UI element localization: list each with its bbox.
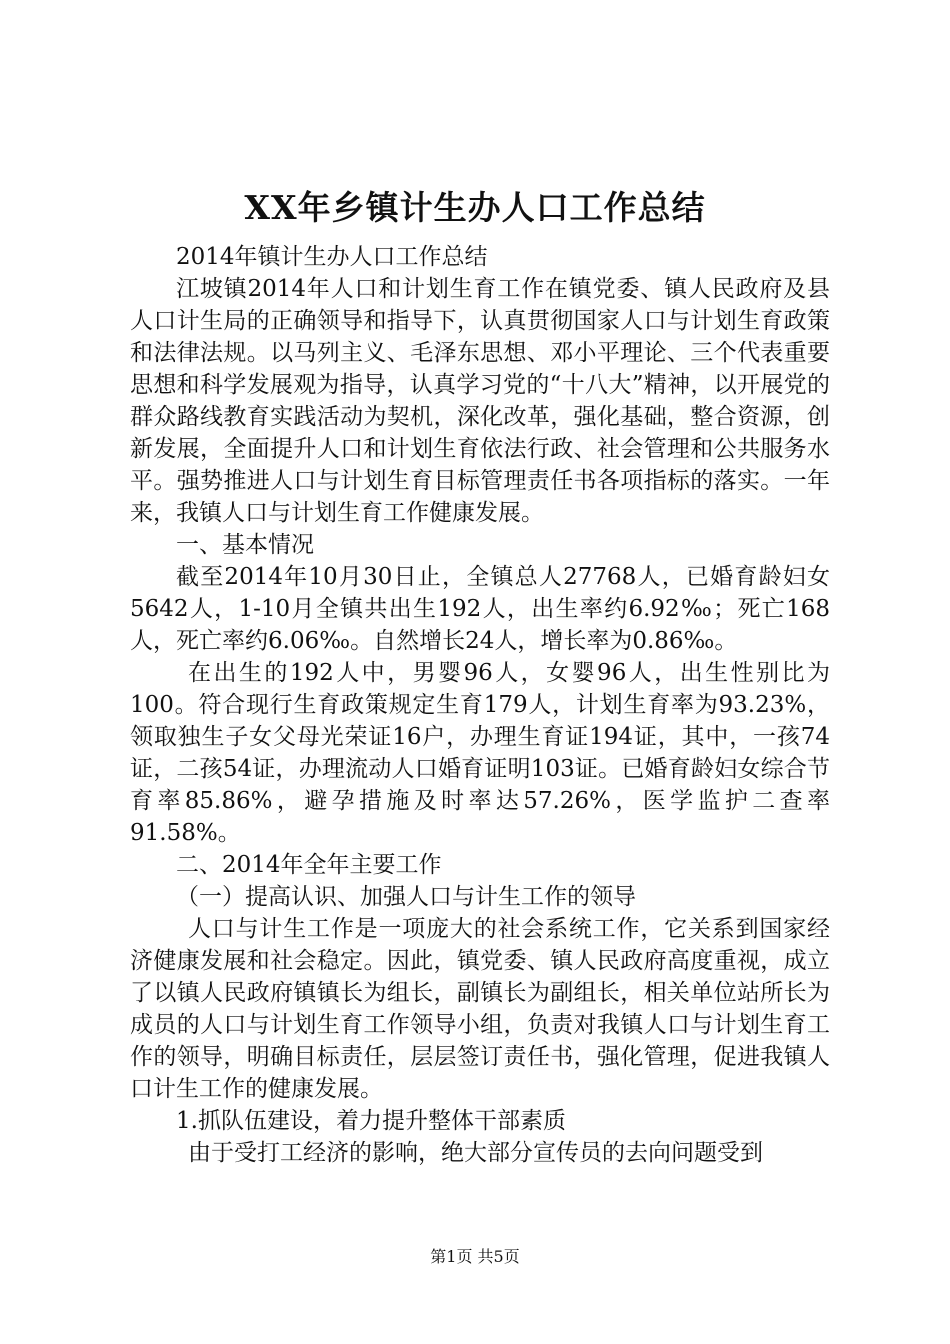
paragraph-team-building: 由于受打工经济的影响，绝大部分宣传员的去向问题受到 xyxy=(188,1140,763,1166)
document-title: XX年乡镇计生办人口工作总结 xyxy=(244,188,706,227)
paragraph-intro: 江坡镇2014年人口和计划生育工作在镇党委、镇人民政府及县人口计生局的正确领导和指导下，认真贯彻国家人口与计划生育政策和法律法规。以马列主义、毛泽东思想、邓小平理论、三个代表重要思想和科学发展观为指导，认真学习党的“十八大”精神，以开展党的群众路线教育实践活动为契机，深化改革，强化基础，整合资源，创新发展，全面提升人口和计划生育依法行政、社会管理和公共服务水平。强势推进人口与计划生育目标管理责任书各项指标的落实。一年来，我镇人口与计划生育工作健康发展。 xyxy=(130,276,830,526)
section-heading-basic: 一、基本情况 xyxy=(176,532,314,558)
paragraph-subtitle: 2014年镇计生办人口工作总结 xyxy=(176,244,488,270)
paragraph-population-stats: 截至2014年10月30日止，全镇总人27768人，已婚育龄妇女5642人，1-10月全镇共出生192人，出生率约6.92‰；死亡168人，死亡率约6.06‰。自然增长24人，增长率为0.86‰。 xyxy=(130,564,830,654)
section-heading-main-work: 二、2014年全年主要工作 xyxy=(176,852,442,878)
item-heading-team-building: 1.抓队伍建设，着力提升整体干部素质 xyxy=(176,1108,566,1134)
subsection-heading-leadership: （一）提高认识、加强人口与计生工作的领导 xyxy=(176,884,636,910)
paragraph-birth-stats: 在出生的192人中，男婴96人，女婴96人，出生性别比为100。符合现行生育政策规定生育179人，计划生育率为93.23%，领取独生子女父母光荣证16户，办理生育证194证，其中，一孩74证，二孩54证，办理流动人口婚育证明103证。已婚育龄妇女综合节育率85.86%，避孕措施及时率达57.26%，医学监护二查率91.58%。 xyxy=(130,660,830,846)
document-body xyxy=(130,241,830,1169)
paragraph-leadership: 人口与计生工作是一项庞大的社会系统工作，它关系到国家经济健康发展和社会稳定。因此，镇党委、镇人民政府高度重视，成立了以镇人民政府镇镇长为组长，副镇长为副组长，相关单位站所长为成员的人口与计划生育工作领导小组，负责对我镇人口与计划生育工作的领导，明确目标责任，层层签订责任书，强化管理，促进我镇人口计生工作的健康发展。 xyxy=(130,916,830,1102)
page-footer: 第1页 共5页 xyxy=(430,1247,520,1266)
